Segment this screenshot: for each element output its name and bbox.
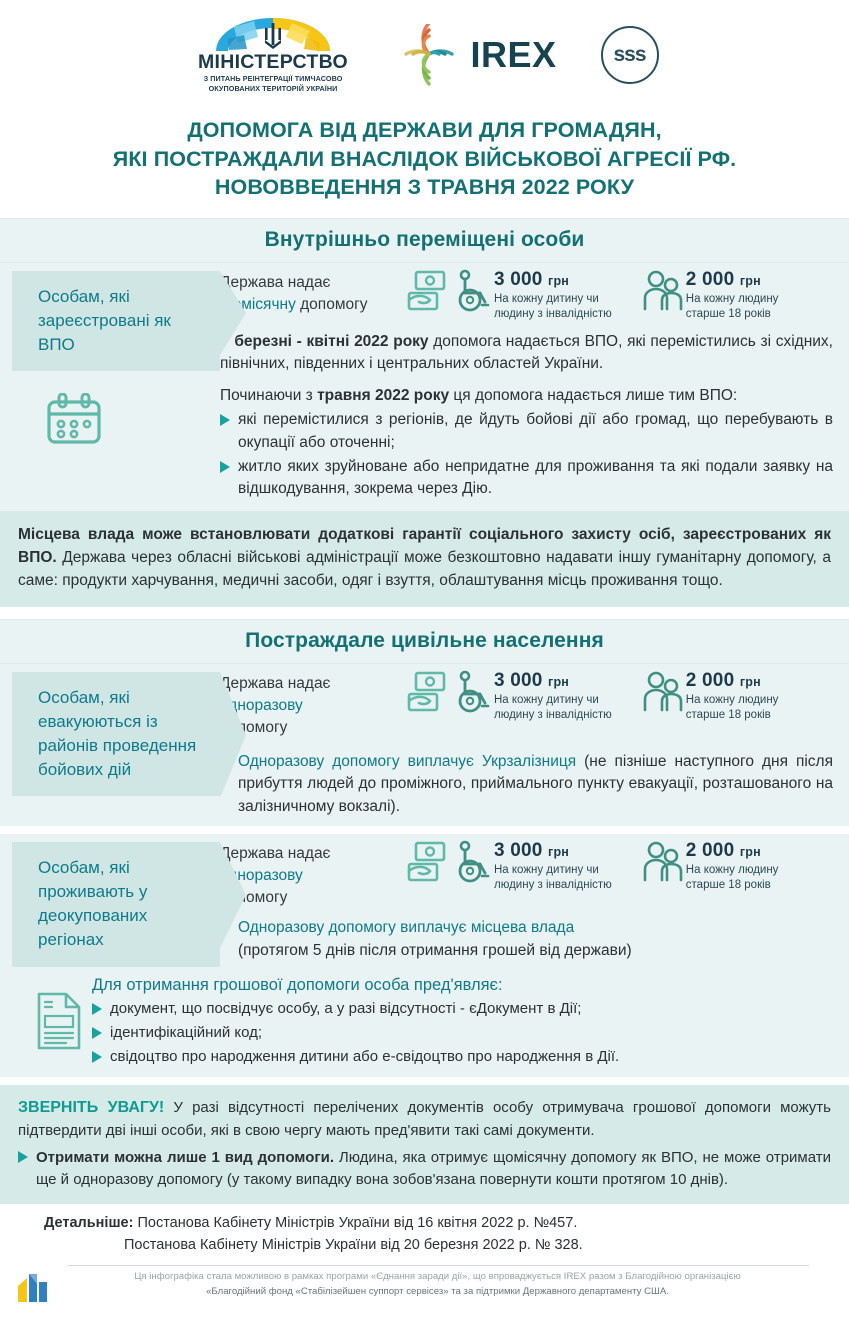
evacuated-payment-1-note: На кожну дитину чи людину з інвалідністю (494, 693, 612, 721)
ministry-arch-icon (214, 17, 332, 51)
footer-details-label: Детальніше: (44, 1214, 134, 1231)
section-header-idp (0, 218, 849, 263)
money-hand-icon (406, 840, 452, 889)
idp-payments (220, 263, 833, 322)
section-header-civilian (0, 619, 849, 664)
triangle-bullet-icon (92, 1027, 102, 1039)
sss-logo (601, 26, 659, 84)
idp-payment-2-unit: грн (739, 273, 761, 288)
deoccupied-bullet-line1: Одноразову допомогу виплачує місцева влада (238, 919, 575, 937)
idp-lead-tail: допомогу (295, 295, 368, 313)
evacuated-section (0, 664, 849, 826)
two-people-icon (642, 670, 686, 719)
irex-mark-icon (399, 24, 461, 86)
idp-content (220, 263, 849, 501)
attention-bullet-text: Отримати можна лише 1 вид допомоги. Людина, яка отримує щомісячну допомогу як ВПО, не може отримати ще й одноразову допомогу (у такому випадку вона зобов'язана повернути кошти протягом 10 днів). (36, 1148, 831, 1188)
irex-wordmark: IREX (470, 34, 557, 75)
documents-section (0, 968, 849, 1077)
calendar-icon (46, 393, 220, 450)
deoccupied-bullet-text (238, 917, 632, 962)
title-line-3: НОВОВВЕДЕННЯ З ТРАВНЯ 2022 РОКУ (214, 175, 635, 200)
documents-title: Для отримання грошової допомоги особа пред'являє: (92, 976, 503, 995)
deoccupied-bullet-item (220, 917, 833, 962)
triangle-bullet-icon (220, 414, 230, 426)
idp-section (0, 263, 849, 511)
local-authority-bold: Місцева влада може встановлювати додаткові гарантії соціального захисту осіб, зареєстрованих як ВПО. (18, 525, 831, 567)
idp-lead-highlight: щомісячну (220, 295, 296, 313)
ministry-logo (190, 17, 355, 94)
document-icon (36, 976, 82, 1067)
deoccupied-payments (220, 834, 833, 909)
two-people-icon (642, 840, 686, 889)
sss-wordmark: sss (613, 43, 646, 66)
deoccupied-lead-text: Держава надає одноразову допомогу (220, 845, 331, 907)
ministry-subtitle-line1: З ПИТАНЬ РЕІНТЕГРАЦІЇ ТИМЧАСОВО (203, 74, 343, 84)
evacuated-bullet-highlight: Одноразову допомогу виплачує Укрзалізниця (238, 752, 577, 770)
attention-text: ЗВЕРНІТЬ УВАГУ! У разі відсутності перелічених документів особу отримувача грошової допомоги можуть підтвердити дві інші особи, які в свою чергу мають пред'явити такі самі документи. (18, 1099, 831, 1139)
program-logo-icon (16, 1270, 56, 1309)
evacuated-lead-text: Держава надає одноразову допомогу (220, 674, 331, 736)
document-item-2-text: ідентифікаційний код; (110, 1023, 263, 1041)
evacuated-payment-1-amount: 3 000 грн (494, 669, 570, 691)
deoccupied-payment-1-amount: 3 000 грн (494, 840, 570, 862)
idp-lead-plain: Держава надає (220, 273, 331, 291)
deoccupied-payment-1-note: На кожну дитину чи людину з інвалідністю (494, 864, 612, 892)
wheelchair-icon (454, 670, 494, 719)
footer-credits (0, 1266, 849, 1317)
local-authority-box (0, 511, 849, 607)
footer-details-line-2: Постанова Кабінету Міністрів України від 20 березня 2022 р. № 328. (124, 1236, 583, 1253)
deoccupied-lead-highlight: одноразову (220, 867, 303, 885)
logo-bar (0, 0, 849, 110)
title-line-2: ЯКІ ПОСТРАЖДАЛИ ВНАСЛІДОК ВІЙСЬКОВОЇ АГРЕСІЇ РФ. (112, 146, 737, 171)
evacuated-tag: Особам, які евакуюються із районів проведення бойових дій (12, 672, 220, 797)
footer-credit-line-1: Ця інфографіка стала можливою в рамках програми «Єднання заради дії», що впроваджується IREX разом з Благодійною організацією (134, 1271, 741, 1283)
idp-paragraph-1-bold: У березні - квітні 2022 року (220, 332, 429, 350)
deoccupied-bullet-line2: (протягом 5 днів після отримання грошей від держави) (238, 941, 632, 959)
deoccupied-payment-2-note: На кожну людину старше 18 років (685, 864, 779, 892)
deoccupied-tag: Особам, які проживають у деокупованих регіонах (12, 842, 220, 967)
ministry-subtitle-line2: ОКУПОВАНИХ ТЕРИТОРІЙ УКРАЇНИ (208, 83, 338, 93)
idp-tag-wrap (0, 263, 220, 450)
documents-body (92, 976, 833, 1067)
idp-bullet-item (220, 409, 833, 454)
deoccupied-section (0, 834, 849, 968)
title-line-1: ДОПОМОГА ВІД ДЕРЖАВИ ДЛЯ ГРОМАДЯН, (187, 118, 662, 142)
idp-bullet-list (220, 409, 833, 501)
document-item (92, 1046, 833, 1068)
idp-payment-1-unit: грн (548, 273, 570, 288)
deoccupied-payment-2 (686, 840, 779, 893)
spacer (0, 826, 849, 834)
spacer (0, 607, 849, 619)
idp-lead-text (220, 269, 406, 316)
evacuated-content (220, 664, 849, 826)
deoccupied-content (220, 834, 849, 968)
idp-payment-2 (686, 269, 779, 322)
document-item-1-text: документ, що посвідчує особу, а у разі відсутності - єДокумент в Дії; (110, 1000, 582, 1018)
idp-tag: Особам, які зареєстровані як ВПО (12, 271, 220, 371)
evacuated-lead-highlight: одноразову (220, 696, 303, 714)
idp-paragraph-2: Починаючи з травня 2022 року ця допомога надається лише тим ВПО: (220, 386, 738, 404)
deoccupied-payment-1 (494, 840, 612, 893)
footer-credits-text (66, 1270, 809, 1299)
footer-details (0, 1204, 849, 1261)
footer-details-line-1: Детальніше: Постанова Кабінету Міністрів України від 16 квітня 2022 р. №457. (44, 1214, 578, 1231)
idp-bullet-item (220, 456, 833, 501)
ministry-name: МІНІСТЕРСТВО (197, 50, 349, 73)
idp-payment-1 (494, 269, 612, 322)
evacuated-payment-1 (494, 670, 612, 723)
money-hand-icon (406, 670, 452, 719)
idp-payment-2-amount (686, 269, 779, 291)
evacuated-payment-2-note: На кожну людину старше 18 років (685, 693, 779, 721)
idp-payment-2-value: 2 000 (685, 268, 735, 290)
triangle-bullet-icon (92, 1003, 102, 1015)
idp-paragraph-2-bold: травня 2022 року (317, 386, 450, 404)
document-item (92, 1022, 833, 1044)
page-title (0, 110, 849, 218)
money-hand-icon (406, 269, 452, 318)
attention-bullet (18, 1147, 831, 1191)
evacuated-payment-2 (686, 670, 779, 723)
document-item (92, 998, 833, 1020)
idp-bullet-1-text: які перемістилися з регіонів, де йдуть бойові дії або громад, що перебувають в окупації або оточенні; (238, 411, 833, 451)
deoccupied-tag-wrap (0, 834, 220, 967)
idp-paragraph-1: У березні - квітні 2022 року допомога надається ВПО, які перемістились зі східних, північних, південних і центральних областей України. (220, 332, 833, 373)
evacuated-bullet-item (220, 751, 833, 818)
idp-payment-1-amount (494, 269, 612, 291)
two-people-icon (642, 269, 686, 318)
deoccupied-payment-2-amount: 2 000 грн (685, 840, 761, 862)
section-header-idp-label: Внутрішньо переміщені особи (264, 227, 585, 251)
ministry-subtitle (204, 74, 343, 93)
evacuated-tag-wrap (0, 664, 220, 797)
triangle-bullet-icon (92, 1051, 102, 1063)
triangle-bullet-icon (220, 461, 230, 473)
triangle-bullet-icon (18, 1151, 28, 1163)
idp-payment-1-note: На кожну дитину чи людину з інвалідністю (494, 292, 612, 320)
idp-bullet-2-text: житло яких зруйноване або непридатне для проживання та які подали заявку на відшкодування, зокрема через Дію. (238, 458, 833, 498)
document-item-3-text: свідоцтво про народження дитини або е-свідоцтво про народження в Дії. (110, 1047, 620, 1065)
attention-caps-label: ЗВЕРНІТЬ УВАГУ! (18, 1099, 165, 1117)
evacuated-payment-2-amount: 2 000 грн (685, 669, 761, 691)
idp-payment-2-note: На кожну людину старше 18 років (685, 292, 779, 320)
attention-box (0, 1085, 849, 1204)
footer-credit-line-2: «Благодійний фонд «Стабілізейшен суппорт сервісез» та за підтримки Державного департаменту США. (206, 1285, 669, 1297)
local-authority-text: Місцева влада може встановлювати додаткові гарантії соціального захисту осіб, зареєстрованих як ВПО. Держава через обласні військові адміністрації може безкоштовно надавати іншу гуманітарну допомогу, а саме: продукти харчування, медичні засоби, одяг і взуття, облаштування місць проживання тощо. (18, 525, 831, 590)
idp-payment-1-value: 3 000 (494, 268, 543, 290)
section-header-civilian-label: Постраждале цивільне населення (245, 628, 604, 652)
evacuated-payments (220, 664, 833, 739)
evacuated-bullet-text: Одноразову допомогу виплачує Укрзалізниця (не пізніше наступного дня після прибуття людей до проміжного, приймального пункту евакуації, розташованого на залізничному вокзалі). (238, 752, 833, 815)
wheelchair-icon (454, 269, 494, 318)
irex-logo (399, 24, 556, 86)
spacer (0, 1077, 849, 1085)
attention-bullet-bold: Отримати можна лише 1 вид допомоги. (36, 1148, 334, 1166)
wheelchair-icon (454, 840, 494, 889)
